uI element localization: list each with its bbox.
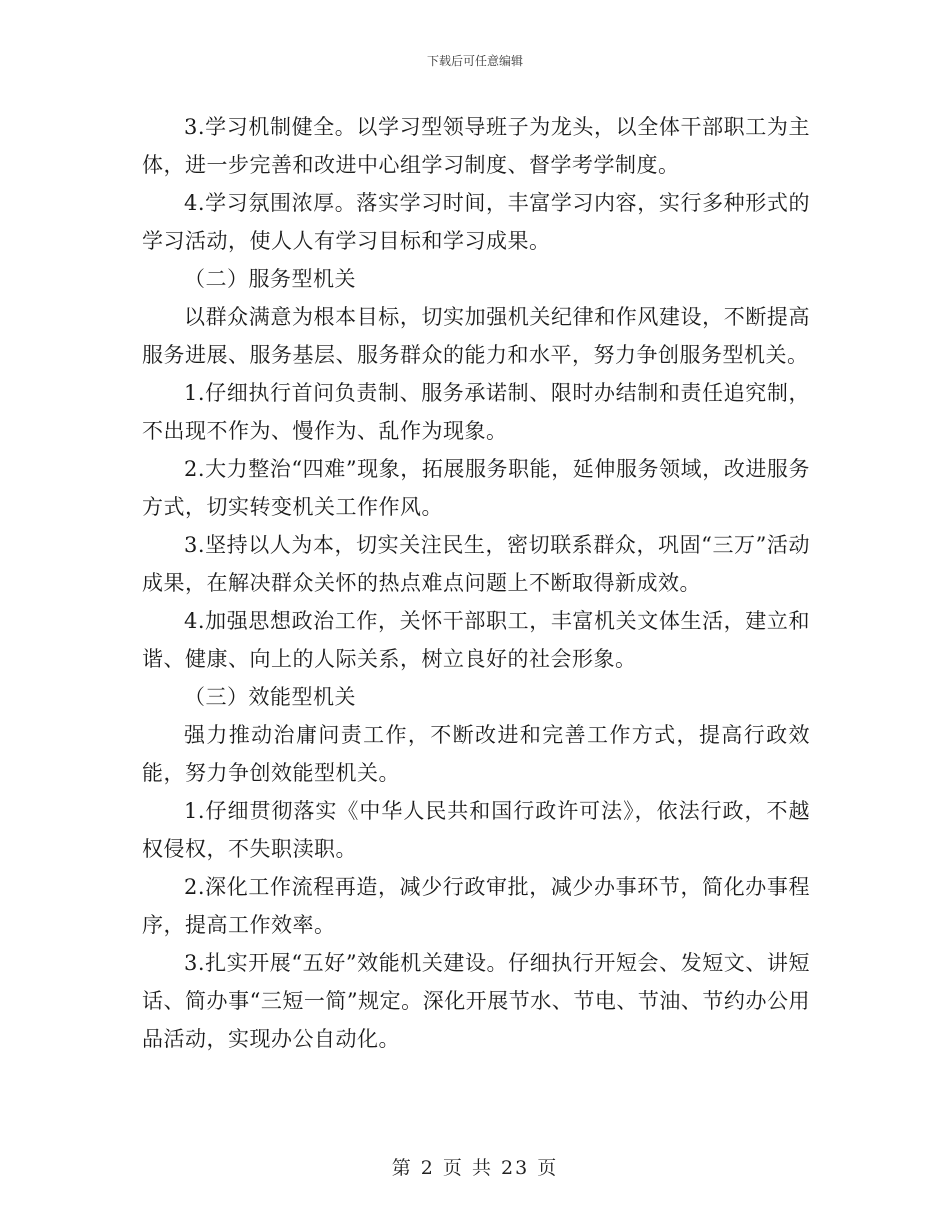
paragraph-efficiency-item-3: 3.扎实开展“五好”效能机关建设。仔细执行开短会、发短文、讲短话、简办事“三短一简”规定。深化开展节水、节电、节油、节约办公用品活动，实现办公自动化。: [142, 951, 810, 1051]
paragraph-learning-mechanism: 3.学习机制健全。以学习型领导班子为龙头，以全体干部职工为主体，进一步完善和改进中心组学习制度、督学考学制度。: [142, 115, 810, 177]
paragraph-service-item-3: 3.坚持以人为本，切实关注民生，密切联系群众，巩固“三万”活动成果，在解决群众关怀的热点难点问题上不断取得新成效。: [142, 533, 810, 595]
paragraph-service-item-4: 4.加强思想政治工作，关怀干部职工，丰富机关文体生活，建立和谐、健康、向上的人际关系，树立良好的社会形象。: [142, 609, 810, 671]
paragraph-service-intro: 以群众满意为根本目标，切实加强机关纪律和作风建设，不断提高服务进展、服务基层、服务群众的能力和水平，努力争创服务型机关。: [142, 305, 810, 367]
section-heading-service: （二）服务型机关: [184, 267, 356, 291]
paragraph-service-item-1: 1.仔细执行首问负责制、服务承诺制、限时办结制和责任追究制，不出现不作为、慢作为、乱作为现象。: [142, 381, 810, 443]
paragraph-efficiency-intro: 强力推动治庸问责工作，不断改进和完善工作方式，提高行政效能，努力争创效能型机关。: [142, 723, 810, 785]
page-header: 下载后可任意编辑: [426, 54, 523, 68]
page-footer: 第 2 页 共 23 页: [391, 1157, 559, 1179]
document-body: [142, 108, 810, 1058]
paragraph-efficiency-item-2: 2.深化工作流程再造，减少行政审批，减少办事环节，简化办事程序，提高工作效率。: [142, 875, 810, 937]
paragraph-learning-atmosphere: 4.学习氛围浓厚。落实学习时间，丰富学习内容，实行多种形式的学习活动，使人人有学习目标和学习成果。: [142, 191, 810, 253]
section-heading-efficiency: （三）效能型机关: [184, 685, 356, 709]
paragraph-efficiency-item-1: 1.仔细贯彻落实《中华人民共和国行政许可法》，依法行政，不越权侵权，不失职渎职。: [142, 799, 810, 861]
paragraph-service-item-2: 2.大力整治“四难”现象，拓展服务职能，延伸服务领域，改进服务方式，切实转变机关工作作风。: [142, 457, 810, 519]
